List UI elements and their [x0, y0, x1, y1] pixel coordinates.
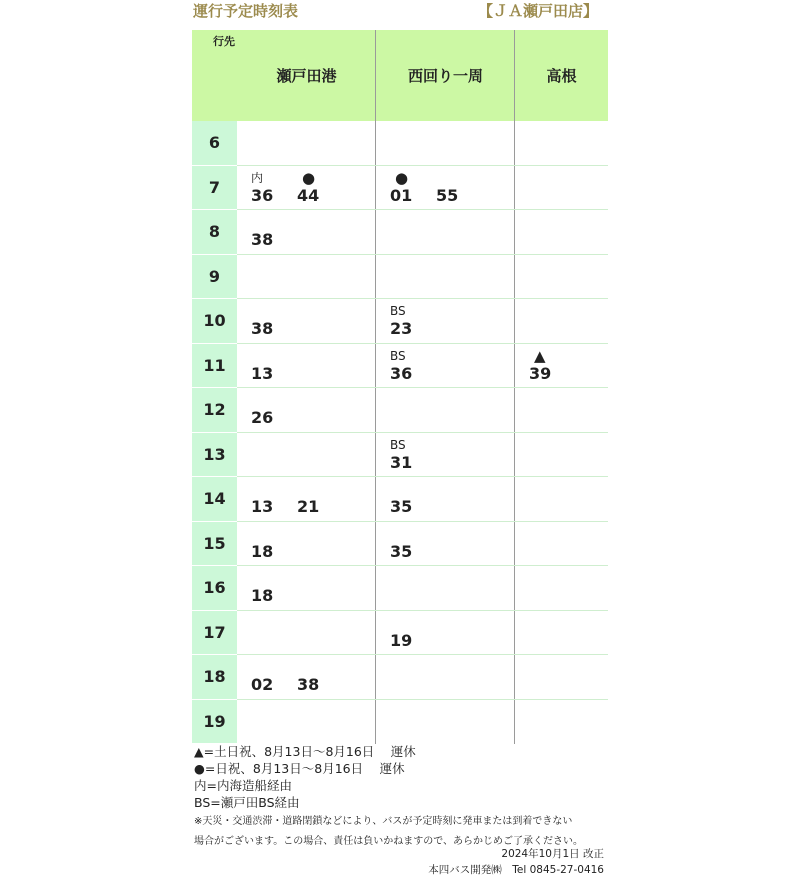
departure-entry	[390, 303, 434, 339]
circle-mark-icon: ●	[395, 168, 409, 187]
route-mark	[297, 481, 341, 497]
departure-minute: 36	[251, 185, 274, 205]
hour-cell: 12	[192, 388, 237, 432]
departure-minute: 35	[390, 541, 413, 561]
departure-minute: 01	[390, 185, 413, 205]
circle-mark-icon: ●	[302, 168, 316, 187]
hour-cell: 15	[192, 522, 237, 566]
departure-entry	[251, 303, 295, 339]
departure-entry	[390, 615, 434, 651]
departure-entry	[390, 348, 434, 384]
route-mark: 内	[251, 170, 264, 185]
notes	[194, 743, 583, 851]
timetable-title: 運行予定時刻表	[193, 2, 299, 20]
departure-minute: 21	[297, 497, 320, 516]
route-mark	[297, 659, 341, 675]
company-contact: 本四バス開発㈱ Tel 0845-27-0416	[428, 864, 604, 876]
revision-date: 2024年10月1日 改正	[501, 848, 604, 860]
row-divider	[237, 254, 608, 255]
route-mark	[251, 659, 295, 675]
route-mark	[251, 392, 295, 408]
departure-minute: 13	[251, 497, 274, 516]
row-divider	[237, 521, 608, 522]
hour-cell: 18	[192, 655, 237, 699]
hour-cell: 11	[192, 344, 237, 388]
departure-minute: 35	[390, 497, 413, 516]
departure-minute: 44	[297, 185, 320, 205]
hour-cell: 10	[192, 299, 237, 343]
departure-entry	[251, 214, 295, 250]
departure-entry	[390, 526, 434, 562]
departure-minute: 38	[251, 230, 274, 249]
departure-entry	[251, 526, 295, 562]
column-header-takane: 高根	[546, 67, 577, 85]
departure-minute: 38	[251, 319, 274, 338]
hour-cell: 17	[192, 611, 237, 655]
hour-cell: 7	[192, 166, 237, 210]
departure-minute: 13	[251, 363, 274, 383]
departure-entry	[436, 170, 480, 206]
departure-minute: 26	[251, 408, 274, 427]
departure-minute: 18	[251, 541, 274, 561]
legend-bs: BS=瀬戸田BS経由	[194, 795, 300, 810]
departure-entry	[297, 170, 341, 206]
departure-minute: 19	[390, 630, 413, 650]
departure-minute: 36	[390, 363, 413, 383]
departure-entry	[390, 437, 434, 473]
hour-cell: 14	[192, 477, 237, 521]
departure-entry	[529, 348, 573, 384]
triangle-mark-icon: ▲	[534, 346, 546, 365]
departure-entry	[251, 348, 295, 384]
hour-cell: 8	[192, 210, 237, 254]
departure-entry	[251, 659, 295, 695]
hour-cell: 13	[192, 433, 237, 477]
table-header	[192, 30, 608, 121]
route-mark: BS	[390, 348, 406, 363]
route-mark	[251, 526, 295, 542]
route-mark	[390, 526, 434, 542]
route-mark	[436, 170, 480, 186]
column-header-setoda-port: 瀬戸田港	[276, 67, 337, 85]
departure-entry	[251, 170, 295, 206]
row-divider	[237, 565, 608, 566]
legend-uchi: 内=内海造船経由	[194, 778, 292, 793]
row-divider	[237, 654, 608, 655]
departure-minute: 02	[251, 675, 274, 694]
hour-cell: 6	[192, 121, 237, 165]
row-divider	[237, 476, 608, 477]
route-mark	[251, 570, 295, 586]
departure-entry	[390, 481, 434, 517]
departure-entry	[251, 392, 295, 428]
destination-corner-label: 行先	[213, 35, 235, 48]
hour-cell: 19	[192, 700, 237, 744]
route-mark	[390, 481, 434, 497]
departure-entry	[251, 481, 295, 517]
hour-cell: 16	[192, 566, 237, 610]
departure-entry	[251, 570, 295, 606]
row-divider	[237, 699, 608, 700]
route-mark	[390, 615, 434, 631]
row-divider	[237, 432, 608, 433]
disclaimer-line-1: ※天災・交通渋滞・道路閉鎖などにより、バスが予定時刻に発車または到着できない	[194, 816, 573, 827]
route-mark	[251, 303, 295, 319]
route-mark	[251, 481, 295, 497]
row-divider	[237, 343, 608, 344]
route-mark	[251, 348, 295, 364]
store-name: 【ＪＡ瀬戸田店】	[478, 2, 599, 20]
departure-minute: 38	[297, 675, 320, 694]
departure-entry	[390, 170, 434, 206]
route-mark	[251, 214, 295, 230]
row-divider	[237, 209, 608, 210]
row-divider	[237, 165, 608, 166]
row-divider	[237, 298, 608, 299]
disclaimer-line-2: 場合がございます。この場合、責任は負いかねますので、あらかじめご了承ください。	[194, 836, 583, 847]
hour-cell: 9	[192, 255, 237, 299]
departure-entry	[297, 481, 341, 517]
route-mark: BS	[390, 304, 406, 318]
departure-minute: 18	[251, 586, 274, 605]
legend-triangle: ▲=土日祝、8月13日～8月16日 運休	[194, 744, 416, 759]
departure-entry	[297, 659, 341, 695]
departure-minute: 39	[529, 363, 552, 383]
departure-minute: 23	[390, 319, 413, 338]
timetable	[192, 30, 608, 744]
row-divider	[237, 387, 608, 388]
departure-minute: 55	[436, 185, 459, 205]
route-mark: BS	[390, 437, 406, 452]
departure-minute: 31	[390, 452, 413, 472]
row-divider	[237, 610, 608, 611]
column-header-west-loop: 西回り一周	[407, 67, 483, 85]
legend-circle: ●=日祝、8月13日～8月16日 運休	[194, 761, 405, 776]
